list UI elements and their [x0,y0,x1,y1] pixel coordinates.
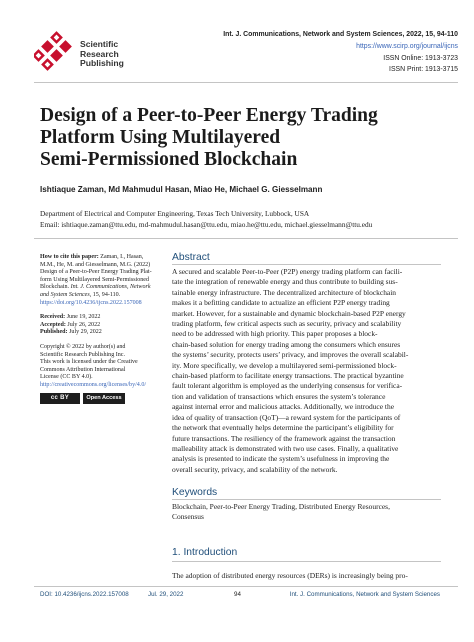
doi-link[interactable]: https://doi.org/10.4236/ijcns.2022.157008 [40,299,142,306]
abstract-line: idea of quality of transaction (QoT)—a reward system for the participants of [172,412,401,422]
cite-text: M.M., He, M. and Giesselmann, M.G. (2022) [40,261,151,268]
keywords-body [172,502,441,523]
abstract-line: chain-based platform to facilitate energy transactions. The practical byzantine [172,371,404,381]
article-sidebar [40,254,166,412]
license-link[interactable]: http://creativecommons.org/licenses/by/4.0/ [40,381,147,388]
abstract-line: tainable energy infrastructure. The decentralized architecture of blockchain [172,287,397,297]
abstract-line: ity. More specifically, we develop a multilayered semi-permissioned block- [172,360,397,370]
abstract-body [172,267,441,475]
abstract-line: chain-based solution for energy trading among the consumers which ensures [172,339,401,349]
dates-block [40,314,166,337]
introduction-divider [172,561,441,562]
abstract-line: the systems’ security, protects users’ privacy, and improves the overall scalabil- [172,350,409,360]
cite-text: Blockchain. [40,284,71,291]
copyright-text: This work is licensed under the Creative [40,359,138,366]
keywords-heading: Keywords [172,487,218,498]
abstract-line: analysis is presented to indicate the system’s usefulness in improving the [172,454,390,464]
abstract-line: A secured and scalable Peer-to-Peer (P2P) energy trading platform can facili- [172,267,403,276]
cite-text: form Using Multilayered Semi-Permissioned [40,276,149,283]
publisher-line: Research [80,48,119,59]
author-list: Ishtiaque Zaman, Md Mahmudul Hasan, Miao He, Michael G. Giesselmann [40,185,323,194]
footer-divider [34,586,458,587]
abstract-line: malleability attack is demonstrated with two use cases. Finally, a qualitative [172,443,399,453]
title-divider [34,238,458,239]
issn-print: ISSN Print: 1913-3715 [389,66,458,74]
copyright-text: Copyright © 2022 by author(s) and [40,343,126,350]
accepted-date: July 26, 2022 [65,321,101,328]
title-line: Design of a Peer-to-Peer Energy Trading [40,105,378,126]
abstract-line: fault tolerant algorithm is employed as the underlying consensus for verifica- [172,381,403,391]
copyright-text: Scientific Research Publishing Inc. [40,351,125,358]
published-label: Published: [40,329,68,336]
abstract-heading: Abstract [172,252,210,263]
abstract-line: future transactions. The resiliency of the framework against the transaction [172,433,396,443]
footer-doi[interactable]: DOI: 10.4236/ijcns.2022.157008 [40,591,129,598]
cite-label: How to cite this paper: [40,254,99,260]
keywords-line: Consensus [172,512,204,522]
footer-date: Jul. 29, 2022 [148,591,184,598]
keywords-divider [172,499,441,500]
abstract-line: overall security, privacy, and scalability of the network. [172,464,338,474]
license-badges [40,393,166,405]
keywords-line: Blockchain, Peer-to-Peer Energy Trading, Distributed Energy Resources, [172,502,390,511]
cite-text: Zaman, I., Hasan, [100,254,144,260]
issn-online: ISSN Online: 1913-3723 [383,54,458,62]
copyright-text: Commons Attribution International [40,366,126,373]
abstract-line: tate the integration of renewable energy and thus contribute to building sus- [172,277,398,287]
publisher-line: Publishing [80,58,124,69]
header-divider [34,82,458,83]
title-line: Platform Using Multilayered [40,127,281,148]
abstract-line: trading platform, few critical aspects such as security, privacy and scalability [172,319,402,329]
copyright-block [40,344,166,405]
accepted-label: Accepted: [40,321,66,328]
abstract-line: makes it a befitting candidate to actualize an efficient P2P energy trading [172,298,390,308]
page-number: 94 [234,591,241,598]
citation-block [40,254,166,307]
affiliation-block [40,208,372,230]
abstract-divider [172,264,441,265]
introduction-heading: 1. Introduction [172,547,238,558]
introduction-first-line: The adoption of distributed energy resources (DERs) is increasingly being pro- [172,571,408,580]
copyright-text: License (CC BY 4.0). [40,374,93,381]
abstract-line: need to be addressed with high priority. This paper proposes a block- [172,329,378,339]
paper-title [40,105,440,171]
received-label: Received: [40,314,66,321]
cite-text: Design of a Peer-to-Peer Energy Trading Plat- [40,269,152,276]
cite-text: 15, 94-110. [91,291,121,298]
cc-by-badge-icon[interactable]: cc BY [40,393,80,404]
journal-url-link[interactable]: https://www.scirp.org/journal/ijcns [356,42,458,50]
publisher-line: Scientific [80,39,119,49]
abstract-line: market. However, for a sustainable and dynamic blockchain-based P2P energy [172,308,406,318]
cite-journal: Int. J. Communications, Network [70,284,151,291]
footer-journal: Int. J. Communications, Network and System Sciences [289,591,440,598]
scirp-logo-icon [34,31,78,75]
affiliation: Department of Electrical and Computer Engineering, Texas Tech University, Lubbock, USA [40,209,310,218]
abstract-line: the network that eventually helps determine the participant’s eligibility for [172,423,394,433]
published-date: July 29, 2022 [67,329,102,336]
cite-journal: and System Sciences, [40,291,92,298]
open-access-badge: Open Access [83,393,125,404]
abstract-line: tion and validation of transactions which ensures the system’s tolerance [172,391,386,401]
publisher-name [80,40,124,69]
journal-info [223,29,458,76]
abstract-line: against internal error and malicious attacks. Additionally, we introduce the [172,402,395,412]
title-line: Semi-Permissioned Blockchain [40,149,298,170]
journal-citation-line: Int. J. Communications, Network and System Sciences, 2022, 15, 94-110 [223,31,458,38]
received-date: June 19, 2022 [65,314,101,321]
author-emails: Email: ishtiaque.zaman@ttu.edu, md-mahmudul.hasan@ttu.edu, miao.he@ttu.edu, michael.giesselmann@ttu.edu [40,220,373,229]
